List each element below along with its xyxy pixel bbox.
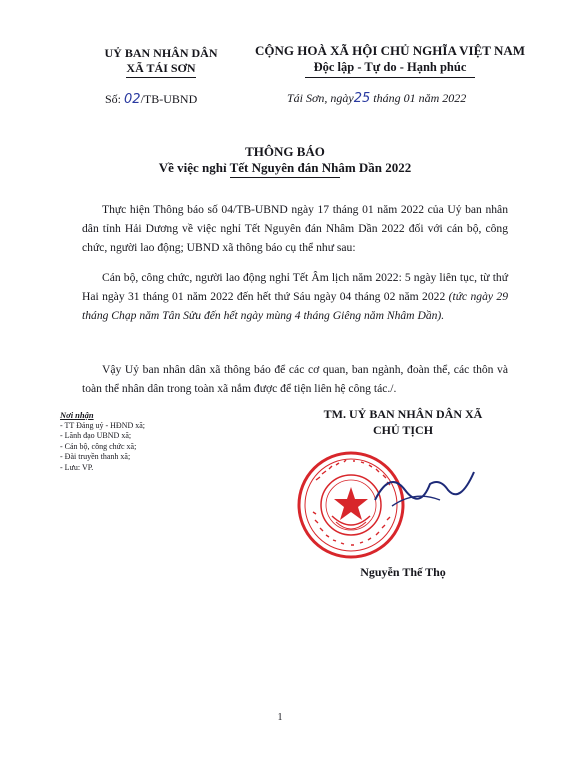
doc-number-prefix: Số: [105,92,122,106]
subtitle-underline [230,177,340,178]
paragraph-3-text: Vậy Uỷ ban nhân dân xã thông báo để các cơ quan, ban ngành, đoàn thể, các thôn và toàn thể nhân dân trong toàn xã nắm được để tiện liên hệ công tác./. [82,363,508,395]
page-number: 1 [277,712,283,723]
doc-number-suffix: /TB-UBND [140,92,198,106]
recipients-heading: Nơi nhận [60,410,94,420]
doc-number-handwritten: 02 [124,92,141,107]
nation-title: CỘNG HOÀ XÃ HỘI CHỦ NGHĨA VIỆT NAM [254,43,526,58]
paragraph-1-text: Thực hiện Thông báo số 04/TB-UBND ngày 17 tháng 01 năm 2022 của Uỷ ban nhân dân tỉnh Hải Dương về việc nghỉ Tết Nguyên đán Nhâm Dần 2022 đối với cán bộ, công chức, người lao động; UBND xã thông báo cụ thể như sau: [82,203,508,254]
recipient-item: - Cán bộ, công chức xã; [60,441,137,451]
national-motto: Độc lập - Tự do - Hạnh phúc [313,60,467,74]
recipient-item: - TT Đảng uỷ - HĐND xã; [60,420,146,430]
notice-subtitle: Về việc nghỉ Tết Nguyên đán Nhâm Dần 2022 [158,160,412,175]
body-paragraph-1 [82,200,508,257]
motto-underline [305,77,475,78]
signer-line-1: TM. UỶ BAN NHÂN DÂN XÃ [323,407,483,421]
signer-name: Nguyễn Thế Thọ [360,565,446,579]
signer-line-2: CHỦ TỊCH [372,423,434,437]
issuing-organization [86,46,236,78]
recipient-item: - Đài truyền thanh xã; [60,452,131,461]
paragraph-2-italic: (tức ngày 29 tháng Chạp năm Tân Sửu đến hết ngày mùng 4 tháng Giêng năm Nhâm Dần). [82,290,508,322]
place-date [287,91,466,106]
notice-title: THÔNG BÁO [245,144,325,159]
date-day-handwritten: 25 [353,91,371,106]
notice-title-block [60,144,510,178]
body-paragraph-2 [82,268,508,325]
org-line-1: UỶ BAN NHÂN DÂN [104,46,218,60]
paragraph-2-text: Cán bộ, công chức, người lao động nghỉ Tết Âm lịch năm 2022: 5 ngày liên tục, từ thứ Hai ngày 31 tháng 01 năm 2022 đến hết thứ Sáu ngày 04 tháng 02 năm 2022 [82,271,508,303]
handwritten-signature-icon [370,460,480,520]
place-date-suffix: tháng 01 năm 2022 [373,91,467,105]
recipients-block [60,410,260,473]
recipient-item: - Lãnh đạo UBND xã; [60,431,132,440]
body-paragraph-3 [82,360,508,398]
recipient-item: - Lưu: VP. [60,462,94,472]
place-date-prefix: Tái Sơn, ngày [287,91,354,105]
document-number [105,92,197,107]
org-line-2: XÃ TÁI SƠN [126,61,195,78]
signer-title-block [288,406,518,438]
national-header [240,43,540,78]
